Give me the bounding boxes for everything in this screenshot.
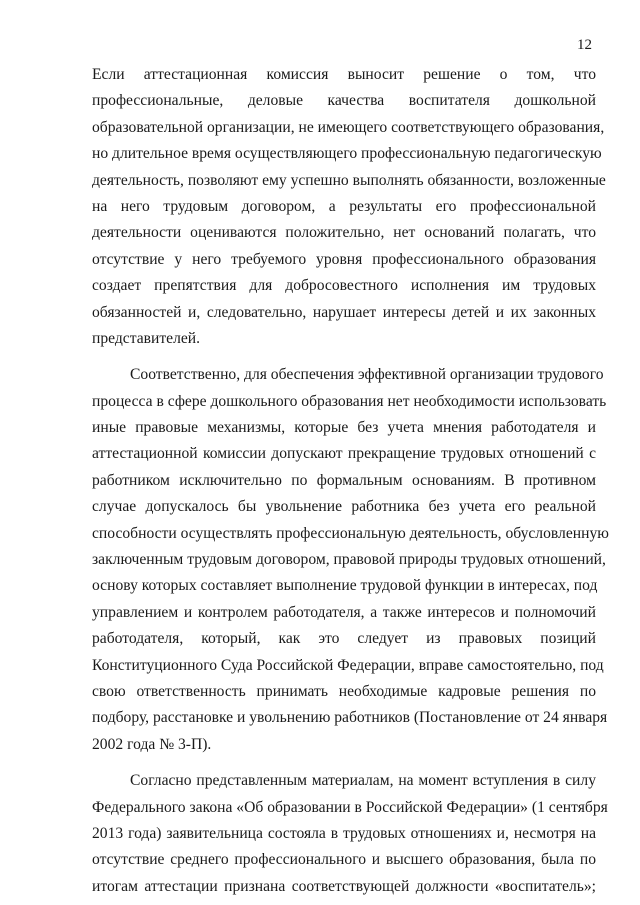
- paragraph-2: [92, 362, 609, 758]
- paragraph-gap: [92, 352, 596, 362]
- text-line: деятельность, позволяют ему успешно выполнять обязанности, возложенные: [92, 171, 606, 189]
- text-line: отсутствие у него требуемого уровня профессионального образования: [92, 250, 596, 268]
- paragraph-1: [92, 62, 606, 352]
- text-line: деятельности оцениваются положительно, нет оснований полагать, что: [92, 224, 596, 242]
- text-line: управлением и контролем работодателя, а также интересов и полномочий: [92, 603, 596, 621]
- text-line: но длительное время осуществляющего профессиональную педагогическую: [92, 145, 602, 163]
- text-line: случае допускалось бы увольнение работника без учета его реальной: [92, 498, 596, 516]
- text-line: образовательной организации, не имеющего соответствующего образования,: [92, 118, 605, 136]
- text-line: свою ответственность принимать необходимые кадровые решения по: [92, 682, 596, 700]
- text-line: Если аттестационная комиссия выносит решение о том, что: [92, 66, 596, 83]
- text-line: представителей.: [92, 329, 201, 347]
- text-line: отсутствие среднего профессионального и высшего образования, была по: [92, 851, 596, 869]
- text-line: работником исключительно по формальным основаниям. В противном: [92, 471, 596, 489]
- text-line: процесса в сфере дошкольного образования нет необходимости использовать: [92, 392, 607, 410]
- page-number: 12: [577, 37, 592, 53]
- text-line: подбору, расстановке и увольнению работников (Постановление от 24 января: [92, 709, 608, 727]
- text-line: профессиональные, деловые качества воспитателя дошкольной: [92, 92, 596, 110]
- text-line: основу которых составляет выполнение трудовой функции в интересах, под: [92, 577, 598, 595]
- text-line: Согласно представленным материалам, на момент вступления в силу: [130, 772, 596, 790]
- text-line: на него трудовым договором, а результаты его профессиональной: [92, 197, 596, 215]
- text-line: Соответственно, для обеспечения эффективной организации трудового: [130, 366, 604, 384]
- text-line: итогам аттестации признана соответствующей должности «воспитатель»;: [92, 877, 596, 895]
- text-line: 2013 года) заявительница состояла в трудовых отношениях и, несмотря на: [92, 824, 596, 842]
- text-line: обязанностей и, следовательно, нарушает интересы детей и их законных: [92, 303, 596, 321]
- text-line: Федерального закона «Об образовании в Российской Федерации» (1 сентября: [92, 798, 608, 816]
- text-line: Конституционного Суда Российской Федерации, вправе самостоятельно, под: [92, 656, 604, 674]
- paragraph-3: [92, 768, 608, 900]
- document-body: [92, 62, 609, 900]
- text-line: иные правовые механизмы, которые без учета мнения работодателя и: [92, 419, 596, 437]
- text-line: создает препятствия для добросовестного исполнения им трудовых: [92, 277, 596, 295]
- text-line: заключенным трудовым договором, правовой природы трудовых отношений,: [92, 551, 606, 569]
- text-line: аттестационной комиссии допускают прекращение трудовых отношений с: [92, 445, 596, 463]
- text-line: работодателя, который, как это следует из правовых позиций: [92, 630, 596, 648]
- text-line: 2002 года № 3-П).: [92, 735, 212, 753]
- text-line: способности осуществлять профессиональную деятельность, обусловленную: [92, 524, 609, 542]
- paragraph-gap: [92, 758, 596, 768]
